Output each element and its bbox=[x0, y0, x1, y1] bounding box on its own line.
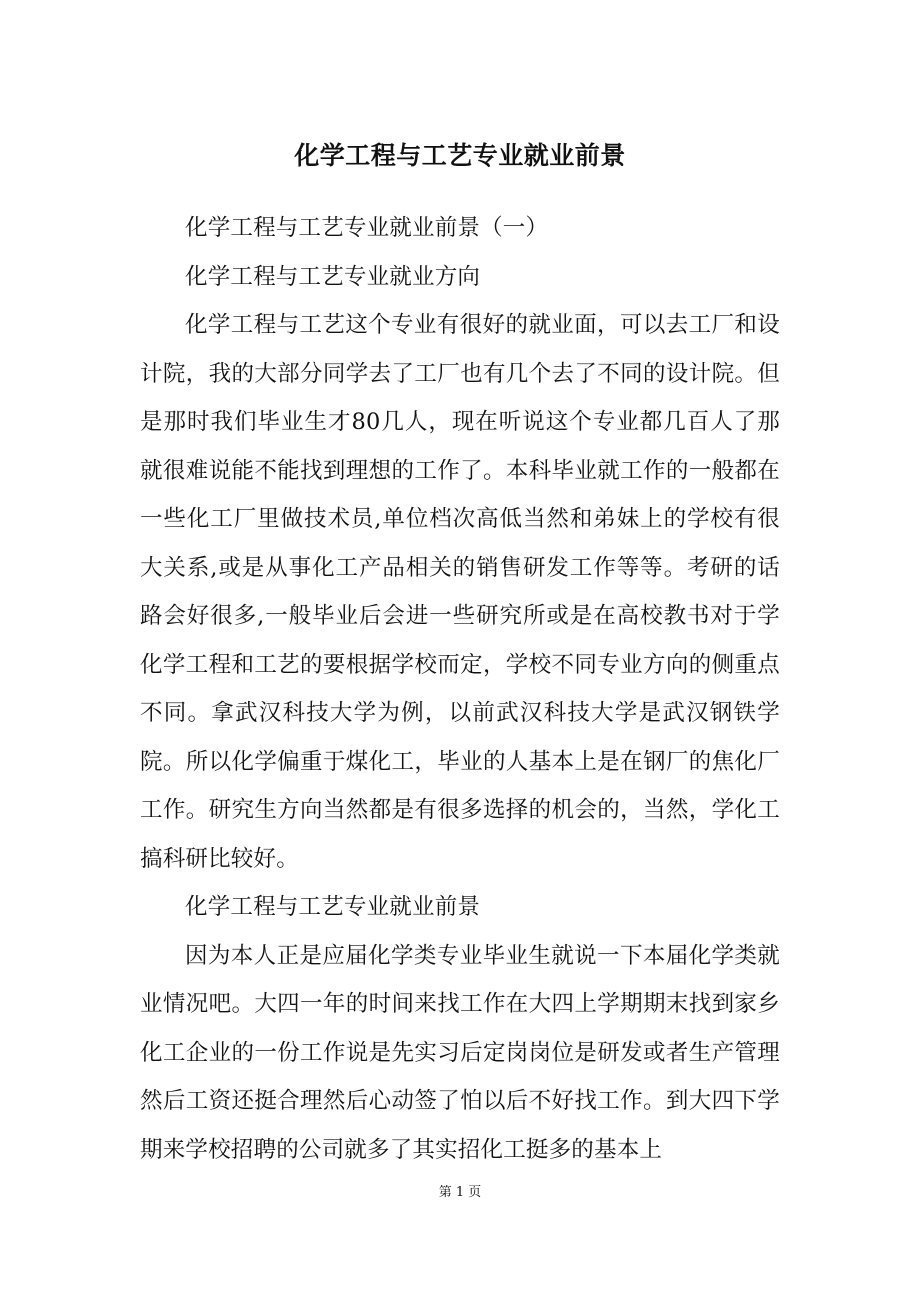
subsection-heading: 化学工程与工艺专业就业前景 bbox=[185, 894, 481, 920]
body-paragraph: 因为本人正是应届化学类专业毕业生就说一下本届化学类就业情况吧。大四一年的时间来找工作在大四上学期期末找到家乡化工企业的一份工作说是先实习后定岗岗位是研发或者生产管理然后工资还挺合理然后心动签了怕以后不好找工作。到大四下学期来学校招聘的公司就多了其实招化工挺多的基本上 bbox=[140, 942, 780, 1163]
section-heading: 化学工程与工艺专业就业前景（一） bbox=[185, 215, 549, 241]
page-number: 第 1 页 bbox=[438, 1185, 482, 1200]
document-title: 化学工程与工艺专业就业前景 bbox=[294, 141, 626, 170]
document-body bbox=[140, 204, 780, 1174]
body-paragraph: 化学工程与工艺这个专业有很好的就业面，可以去工厂和设计院，我的大部分同学去了工厂也有几个去了不同的设计院。但是那时我们毕业生才80几人，现在听说这个专业都几百人了那就很难说能不能找到理想的工作了。本科毕业就工作的一般都在一些化工厂里做技术员,单位档次高低当然和弟妹上的学校有很大关系,或是从事化工产品相关的销售研发工作等等。考研的话路会好很多,一般毕业后会进一些研究所或是在高校教书对于学化学工程和工艺的要根据学校而定，学校不同专业方向的侧重点不同。拿武汉科技大学为例，以前武汉科技大学是武汉钢铁学院。所以化学偏重于煤化工，毕业的人基本上是在钢厂的焦化厂工作。研究生方向当然都是有很多选择的机会的，当然，学化工搞科研比较好。 bbox=[140, 312, 780, 872]
subsection-heading: 化学工程与工艺专业就业方向 bbox=[185, 263, 481, 290]
